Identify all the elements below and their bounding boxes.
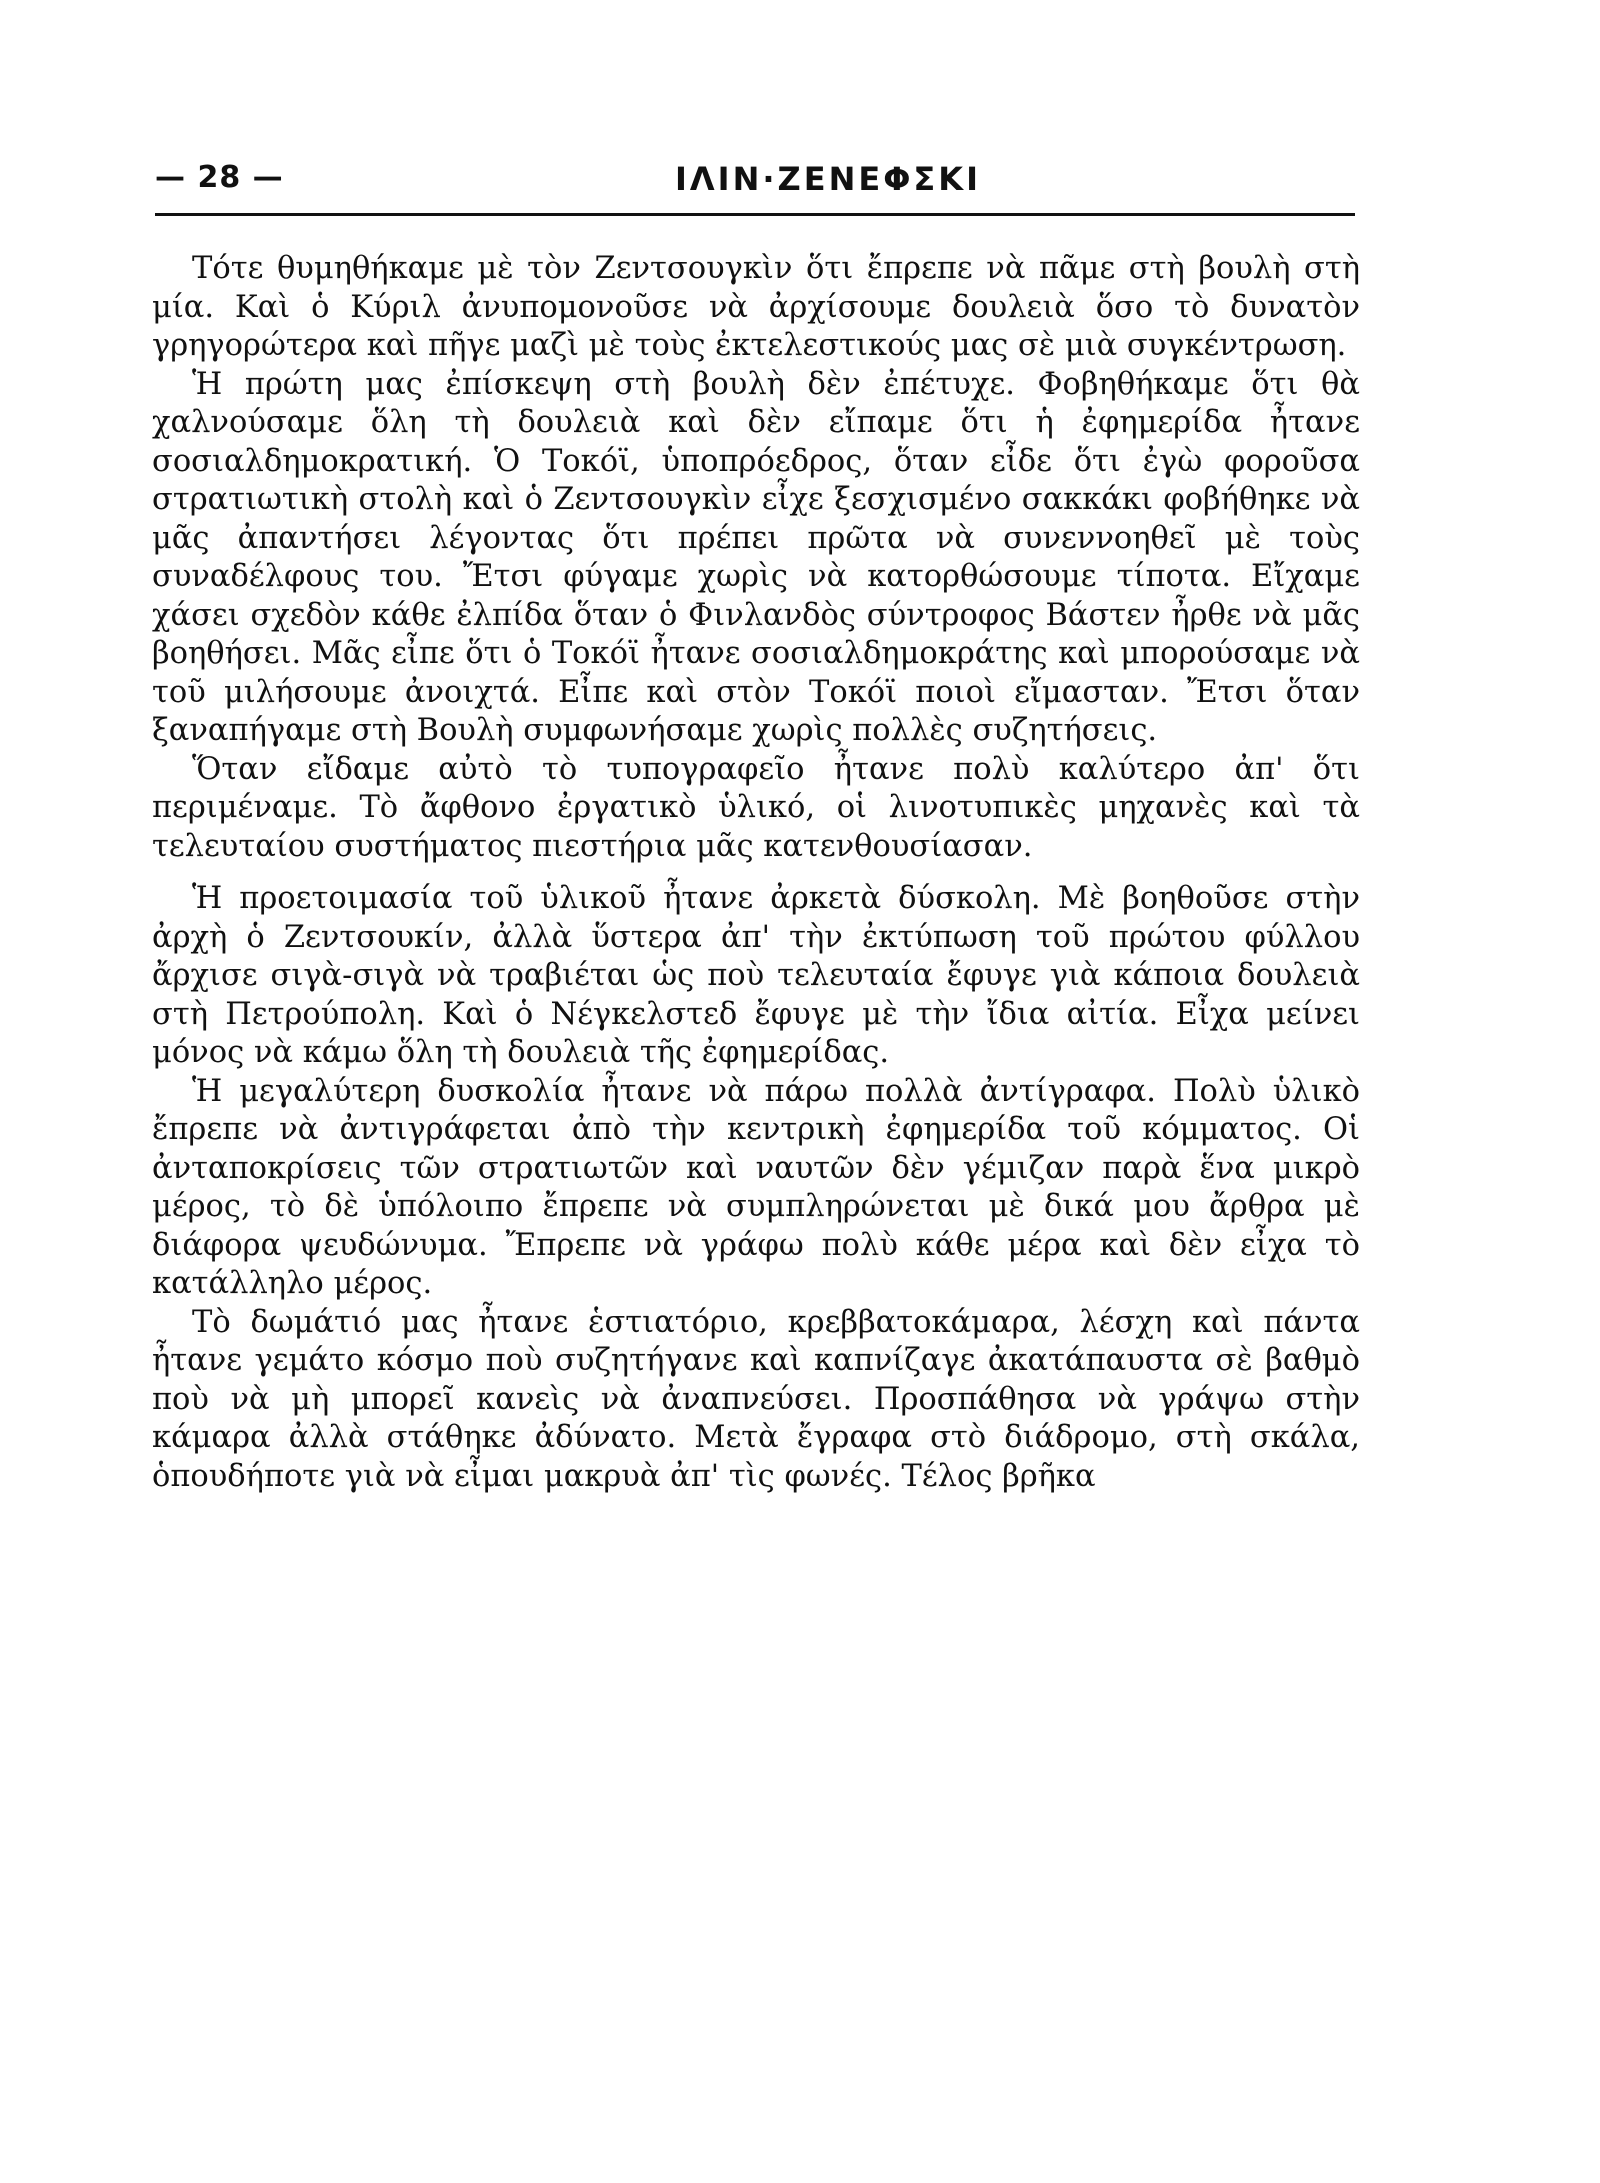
page-header (155, 160, 1355, 210)
running-title: ΙΛΙΝ·ΖΕΝΕΦΣΚΙ (675, 160, 981, 198)
paragraph: Ὅταν εἴδαμε αὐτὸ τὸ τυπογραφεῖο ἦτανε πολὺ καλύτερο ἀπ' ὅτι περιμέναμε. Τὸ ἄφθονο ἐργατικὸ ὑλικό, οἱ λινοτυπικὲς μηχανὲς καὶ τὰ τελευταίου συστήματος πιεστήρια μᾶς κατενθουσίασαν. (152, 751, 1360, 864)
paragraph: Ἡ μεγαλύτερη δυσκολία ἦτανε νὰ πάρω πολλὰ ἀντίγραφα. Πολὺ ὑλικὸ ἔπρεπε νὰ ἀντιγράφεται ἀπὸ τὴν κεντρικὴ ἐφημερίδα τοῦ κόμματος. Οἱ ἀνταποκρίσεις τῶν στρατιωτῶν καὶ ναυτῶν δὲν γέμιζαν παρὰ ἕνα μικρὸ μέρος, τὸ δὲ ὑπόλοιπο ἔπρεπε νὰ συμπληρώνεται μὲ δικά μου ἄρθρα μὲ διάφορα ψευδώνυμα. Ἔπρεπε νὰ γράφω πολὺ κάθε μέρα καὶ δὲν εἶχα τὸ κατάλληλο μέρος. (152, 1073, 1360, 1301)
paragraph: Ἡ προετοιμασία τοῦ ὑλικοῦ ἦτανε ἀρκετὰ δύσκολη. Μὲ βοηθοῦσε στὴν ἀρχὴ ὁ Ζεντσουκίν, ἀλλὰ ὕστερα ἀπ' τὴν ἐκτύπωση τοῦ πρώτου φύλλου ἄρχισε σιγὰ-σιγὰ νὰ τραβιέται ὡς ποὺ τελευταία ἔφυγε γιὰ κάποια δουλειὰ στὴ Πετρούπολη. Καὶ ὁ Νέγκελστεδ ἔφυγε μὲ τὴν ἴδια αἰτία. Εἶχα μείνει μόνος νὰ κάμω ὅλη τὴ δουλειὰ τῆς ἐφημερίδας. (152, 881, 1360, 1070)
page-number: — 28 — (155, 160, 284, 195)
paragraph: Ἡ πρώτη μας ἐπίσκεψη στὴ βουλὴ δὲν ἐπέτυχε. Φοβηθήκαμε ὅτι θὰ χαλνούσαμε ὅλη τὴ δουλειὰ καὶ δὲν εἴπαμε ὅτι ἡ ἐφημερίδα ἦτανε σοσιαλδημοκρατική. Ὁ Τοκόϊ, ὑποπρόεδρος, ὅταν εἶδε ὅτι ἐγὼ φοροῦσα στρατιωτικὴ στολὴ καὶ ὁ Ζεντσουγκὶν εἶχε ξεσχισμένο σακκάκι φοβήθηκε νὰ μᾶς ἀπαντήσει λέγοντας ὅτι πρέπει πρῶτα νὰ συνεννοηθεῖ μὲ τοὺς συναδέλφους του. Ἔτσι φύγαμε χωρὶς νὰ κατορθώσουμε τίποτα. Εἴχαμε χάσει σχεδὸν κάθε ἐλπίδα ὅταν ὁ Φινλανδὸς σύντροφος Βάστεν ἦρθε νὰ μᾶς βοηθήσει. Μᾶς εἶπε ὅτι ὁ Τοκόϊ ἦτανε σοσιαλδημοκράτης καὶ μπορούσαμε νὰ τοῦ μιλήσουμε ἀνοιχτά. Εἶπε καὶ στὸν Τοκόϊ ποιοὶ εἴμασταν. Ἔτσι ὅταν ξαναπήγαμε στὴ Βουλὴ συμφωνήσαμε χωρὶς πολλὲς συζητήσεις. (152, 366, 1360, 748)
paragraph: Τότε θυμηθήκαμε μὲ τὸν Ζεντσουγκὶν ὅτι ἔπρεπε νὰ πᾶμε στὴ βουλὴ στὴ μία. Καὶ ὁ Κύριλ ἀνυπομονοῦσε νὰ ἀρχίσουμε δουλειὰ ὅσο τὸ δυνατὸν γρηγορώτερα καὶ πῆγε μαζὶ μὲ τοὺς ἐκτελεστικούς μας σὲ μιὰ συγκέντρωση. (152, 251, 1360, 363)
paragraph: Τὸ δωμάτιό μας ἦτανε ἑστιατόριο, κρεββατοκάμαρα, λέσχη καὶ πάντα ἦτανε γεμάτο κόσμο ποὺ συζητήγανε καὶ καπνίζαγε ἀκατάπαυστα σὲ βαθμὸ ποὺ νὰ μὴ μπορεῖ κανεὶς νὰ ἀναπνεύσει. Προσπάθησα νὰ γράψω στὴν κάμαρα ἀλλὰ στάθηκε ἀδύνατο. Μετὰ ἔγραφα στὸ διάδρομο, στὴ σκάλα, ὁπουδήποτε γιὰ νὰ εἶμαι μακρυὰ ἀπ' τὶς φωνές. Τέλος βρῆκα (152, 1304, 1360, 1494)
header-rule (155, 213, 1355, 216)
body-text (152, 250, 1360, 1496)
